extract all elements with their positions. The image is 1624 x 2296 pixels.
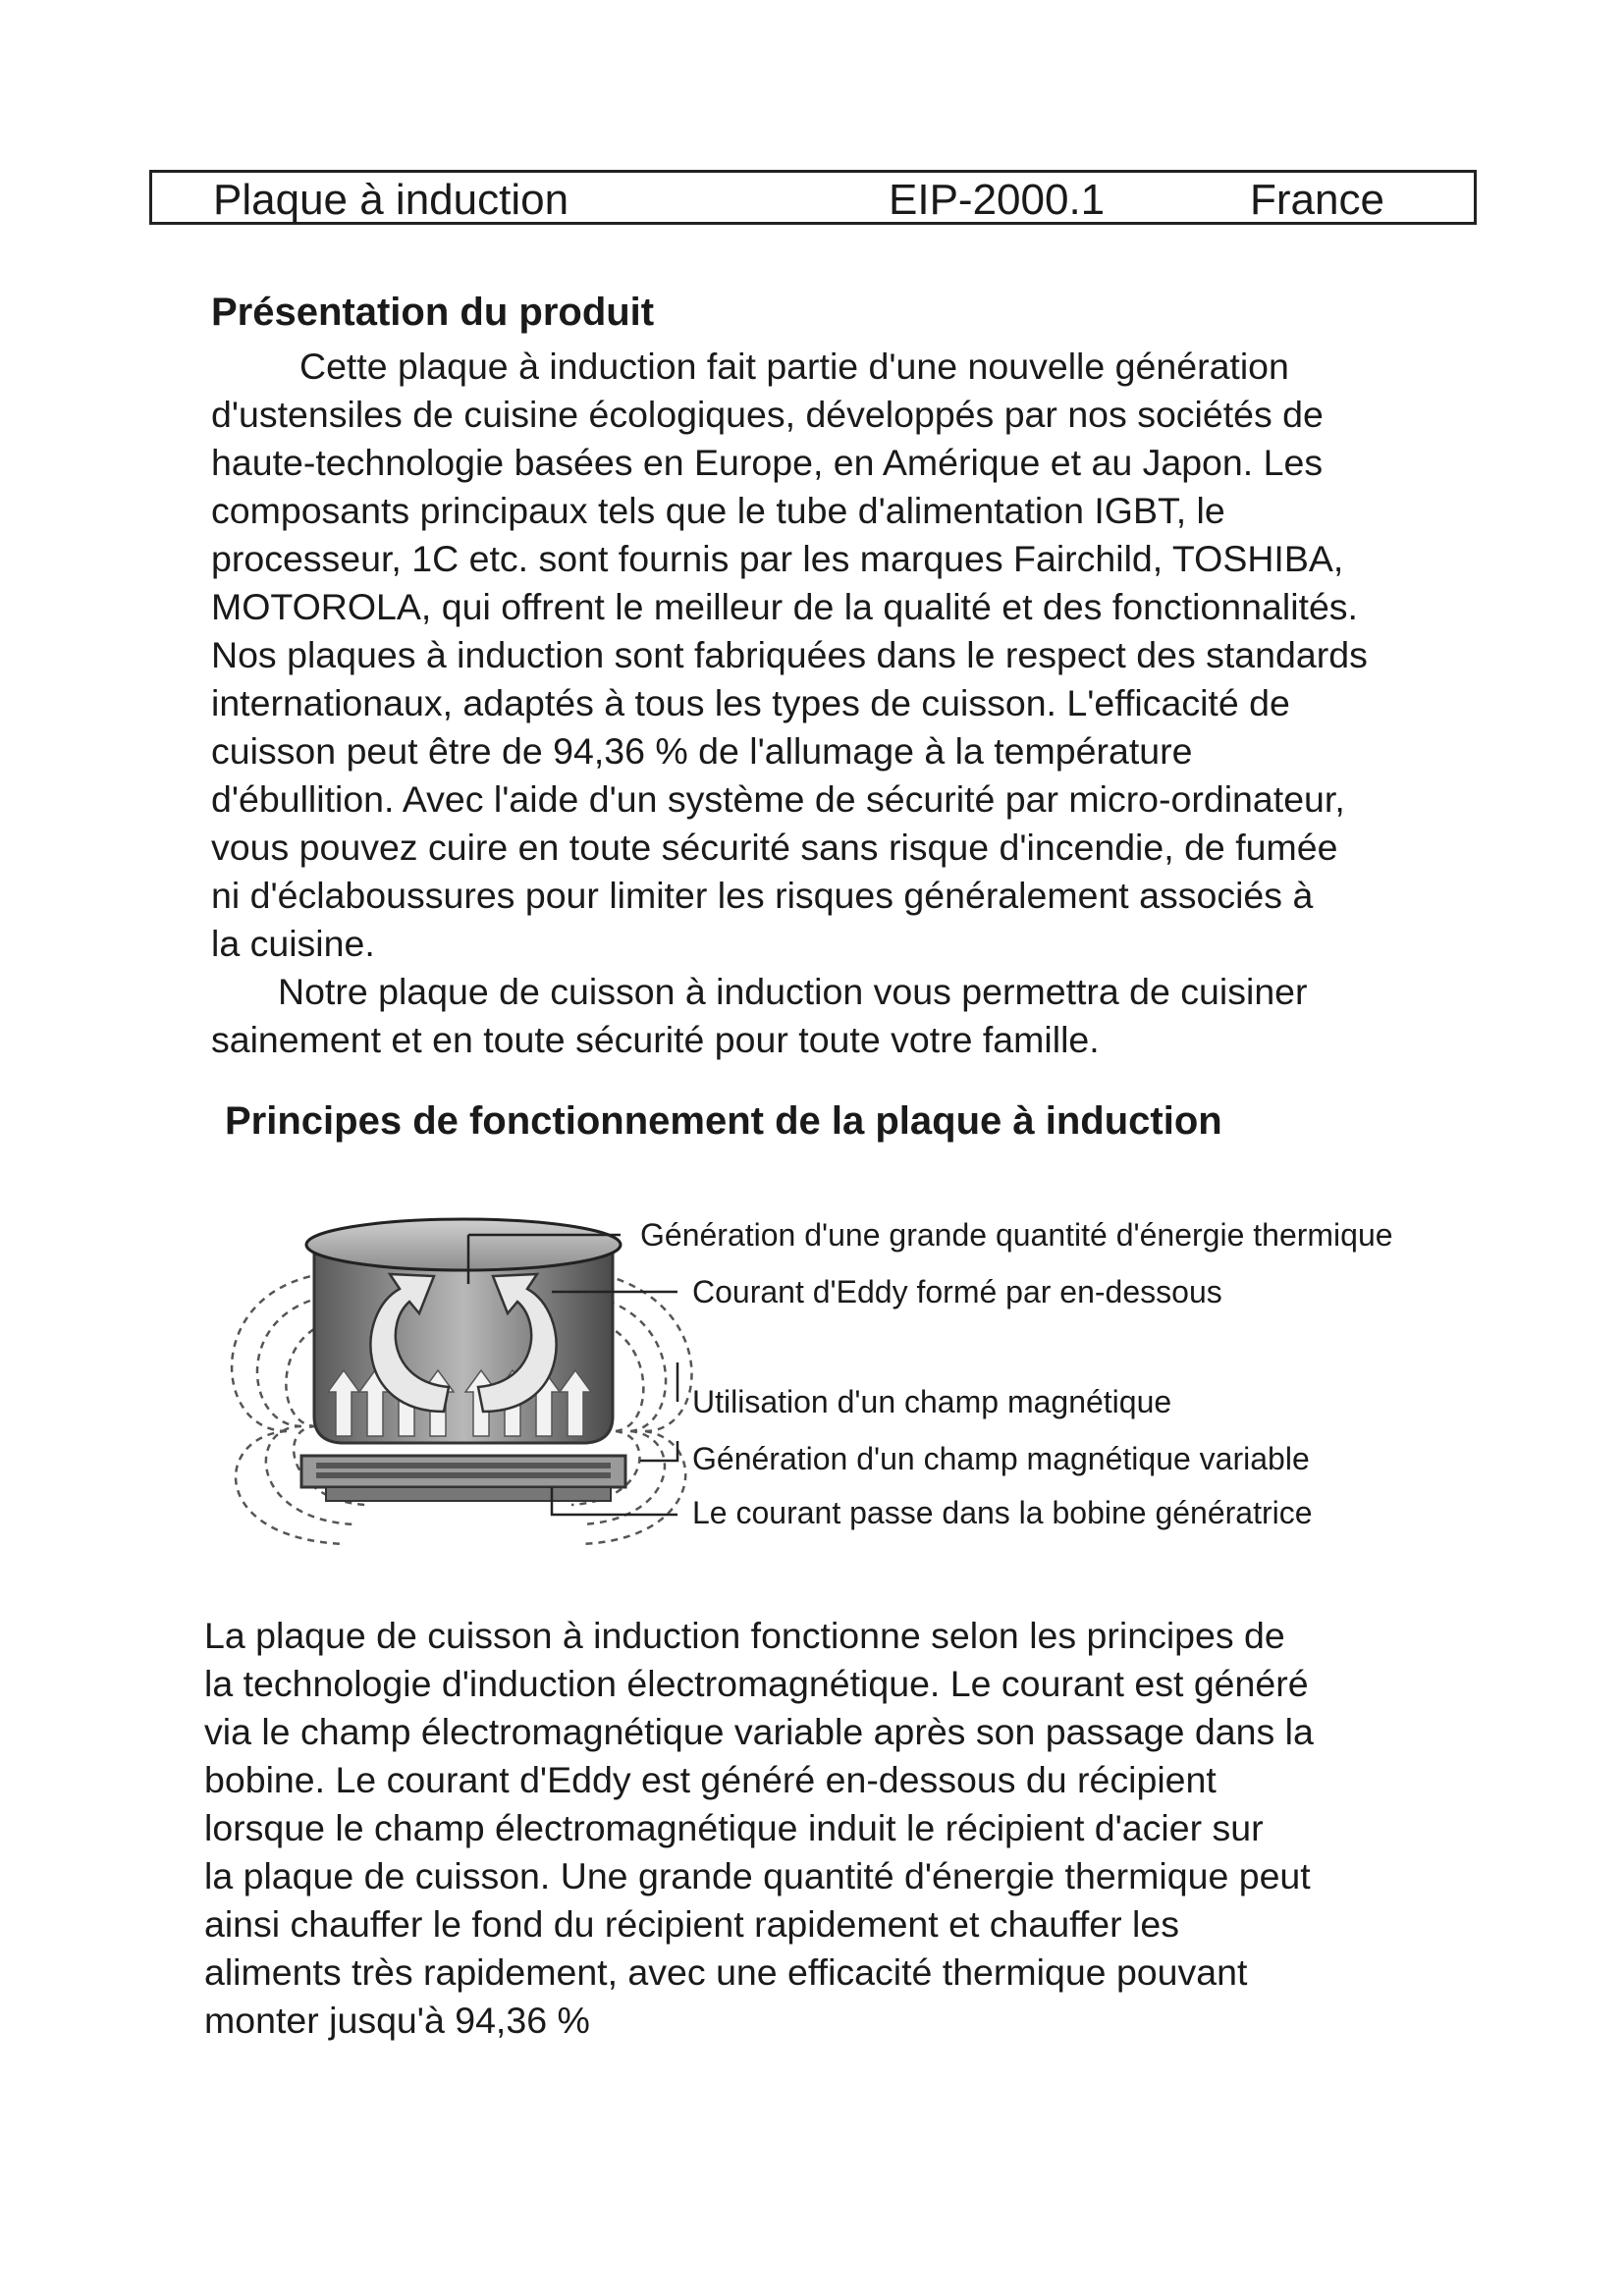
model-number: EIP-2000.1	[889, 176, 1106, 224]
text-line: Notre plaque de cuisson à induction vous permettra de cuisiner	[278, 971, 1308, 1012]
text-line: ni d'éclaboussures pour limiter les risques généralement associés à	[211, 875, 1314, 916]
presentation-paragraph	[211, 343, 1368, 1064]
text-line: cuisson peut être de 94,36 % de l'allumage à la température	[211, 730, 1193, 772]
document-header	[149, 170, 1477, 225]
text-line: Cette plaque à induction fait partie d'une nouvelle génération	[299, 346, 1289, 387]
text-line: d'ébullition. Avec l'aide d'un système de sécurité par micro-ordinateur,	[211, 778, 1345, 820]
text-line: ainsi chauffer le fond du récipient rapidement et chauffer les	[204, 1903, 1179, 1945]
text-line: la cuisine.	[211, 923, 375, 964]
principles-paragraph	[204, 1612, 1314, 2045]
text-line: internationaux, adaptés à tous les types de cuisson. L'efficacité de	[211, 682, 1290, 723]
text-line: lorsque le champ électromagnétique induit le récipient d'acier sur	[204, 1807, 1264, 1848]
product-title: Plaque à induction	[213, 176, 569, 224]
induction-coil-plate	[301, 1456, 625, 1487]
text-line: Nos plaques à induction sont fabriquées dans le respect des standards	[211, 634, 1368, 675]
text-line: vous pouvez cuire en toute sécurité sans risque d'incendie, de fumée	[211, 827, 1338, 868]
text-line: aliments très rapidement, avec une efficacité thermique pouvant	[204, 1951, 1248, 1993]
label-variable-field: Génération d'un champ magnétique variable	[692, 1441, 1310, 1476]
text-line: MOTOROLA, qui offrent le meilleur de la qualité et des fonctionnalités.	[211, 586, 1358, 627]
label-eddy-current: Courant d'Eddy formé par en-dessous	[692, 1274, 1222, 1309]
text-line: La plaque de cuisson à induction fonctionne selon les principes de	[204, 1615, 1285, 1656]
text-line: monter jusqu'à 94,36 %	[204, 2000, 590, 2041]
pot-rim	[306, 1219, 621, 1270]
induction-diagram	[208, 1205, 1485, 1559]
text-line: la plaque de cuisson. Une grande quantité d'énergie thermique peut	[204, 1855, 1311, 1896]
label-thermal-energy: Génération d'une grande quantité d'énergie thermique	[640, 1217, 1393, 1253]
label-coil-current: Le courant passe dans la bobine génératrice	[692, 1495, 1313, 1530]
text-line: d'ustensiles de cuisine écologiques, développés par nos sociétés de	[211, 394, 1324, 435]
text-line: processeur, 1C etc. sont fournis par les marques Fairchild, TOSHIBA,	[211, 538, 1344, 579]
text-line: sainement et en toute sécurité pour toute votre famille.	[211, 1019, 1100, 1060]
text-line: composants principaux tels que le tube d'alimentation IGBT, le	[211, 490, 1225, 531]
text-line: bobine. Le courant d'Eddy est généré en-dessous du récipient	[204, 1759, 1217, 1800]
country-label: France	[1250, 176, 1384, 224]
text-line: la technologie d'induction électromagnétique. Le courant est généré	[204, 1663, 1309, 1704]
section-title-principles: Principes de fonctionnement de la plaque à induction	[225, 1099, 1222, 1143]
section-title-presentation: Présentation du produit	[211, 291, 655, 334]
label-magnetic-field: Utilisation d'un champ magnétique	[692, 1384, 1172, 1419]
text-line: via le champ électromagnétique variable après son passage dans la	[204, 1711, 1314, 1752]
coil-base	[326, 1487, 611, 1501]
text-line: haute-technologie basées en Europe, en Amérique et au Japon. Les	[211, 442, 1324, 483]
